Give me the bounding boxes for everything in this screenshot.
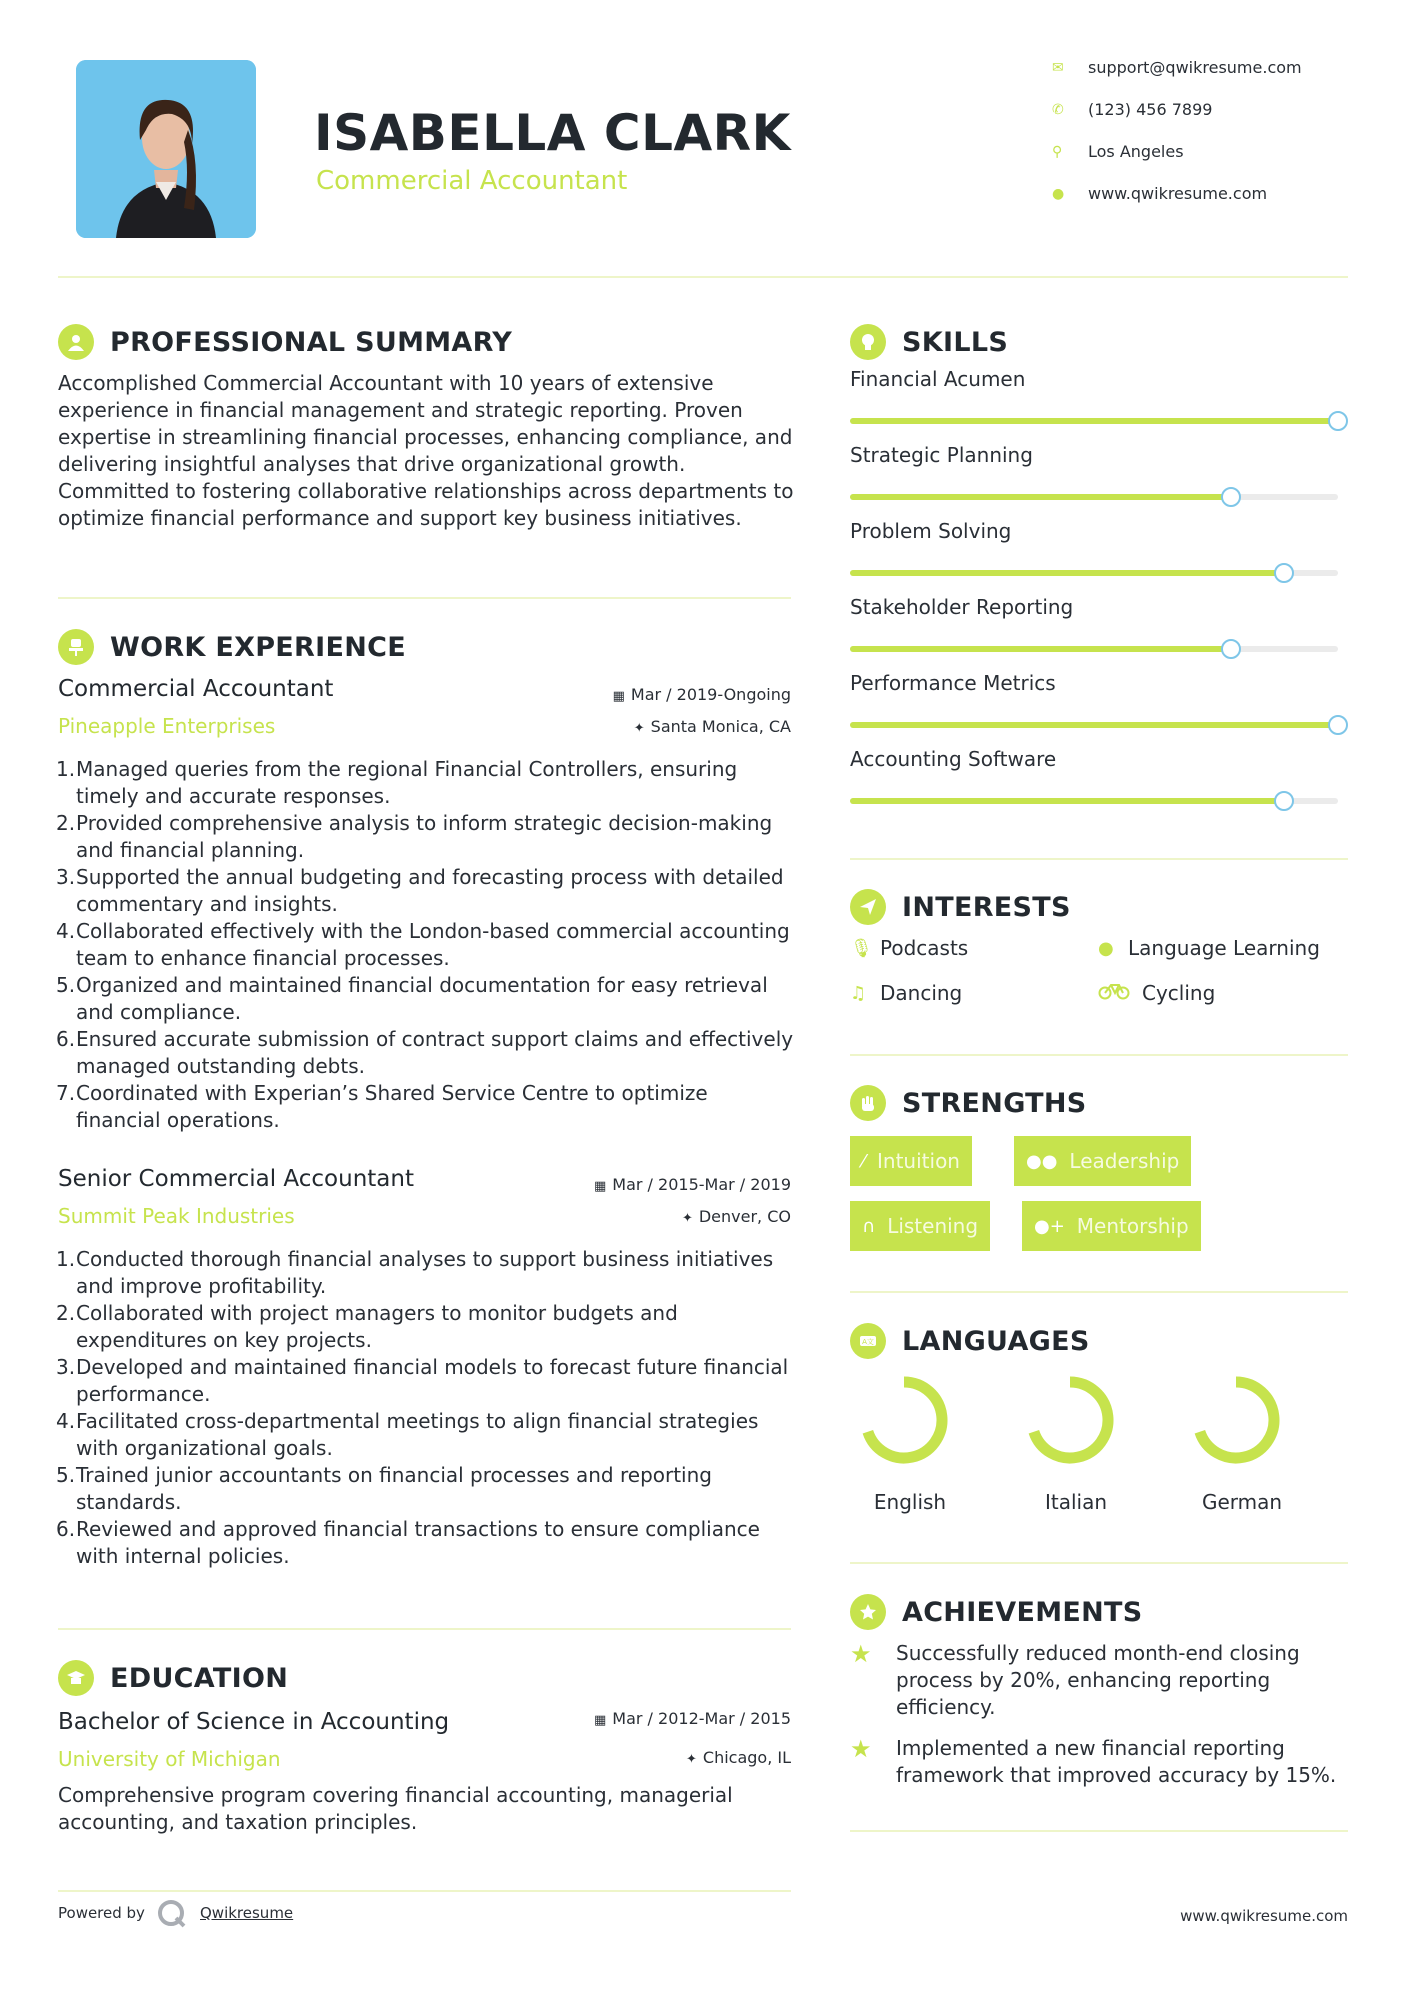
candidate-name: ISABELLA CLARK — [314, 104, 791, 162]
skill-bar — [850, 494, 1338, 500]
contact-location — [1052, 142, 1184, 161]
footer-divider — [58, 1890, 791, 1892]
skill-label: Strategic Planning — [850, 443, 1033, 467]
achievements-title: ACHIEVEMENTS — [902, 1596, 1143, 1628]
language-icon — [850, 1323, 886, 1359]
bullet-number: 4. — [56, 919, 76, 943]
interests-header — [850, 889, 1071, 925]
qwikresume-link[interactable]: Qwikresume — [200, 1904, 294, 1922]
bullet-text: Trained junior accountants on financial processes and reporting standards. — [76, 1463, 712, 1514]
language-label-german: German — [1201, 1490, 1283, 1514]
bullet-number: 6. — [56, 1027, 76, 1051]
pushpin-icon: ✦ — [681, 1211, 693, 1226]
paper-plane-icon — [850, 889, 886, 925]
skill-bar-fill — [850, 722, 1338, 728]
music-note-icon: ♫ — [850, 982, 867, 1004]
strengths-title: STRENGTHS — [902, 1087, 1087, 1119]
bullet-item — [58, 1462, 798, 1516]
bullet-number: 5. — [56, 973, 76, 997]
skill-bar-fill — [850, 570, 1284, 576]
bicycle-icon — [1098, 982, 1142, 1005]
job-2-date-text: Mar / 2015-Mar / 2019 — [612, 1175, 791, 1194]
globe-icon: ● — [1052, 185, 1065, 202]
calendar-icon: ▦ — [612, 689, 625, 704]
bullet-text: Organized and maintained financial documentation for easy retrieval and compliance. — [76, 973, 768, 1024]
microphone-icon: 🎙︎ — [850, 937, 873, 959]
job-1-date — [613, 685, 791, 704]
education-degree: Bachelor of Science in Accounting — [58, 1709, 450, 1735]
education-date — [594, 1709, 791, 1728]
bullet-item — [58, 1408, 798, 1462]
headphones-icon: ∩ — [862, 1215, 876, 1237]
pushpin-icon: ✦ — [685, 1752, 697, 1767]
languages-header — [850, 1323, 1090, 1359]
map-pin-icon: ⚲ — [1052, 143, 1063, 160]
phone-icon: ✆ — [1052, 101, 1064, 118]
job-2-bullets — [58, 1246, 798, 1570]
bullet-item — [58, 1246, 798, 1300]
job-1-location — [634, 717, 791, 736]
contact-email[interactable] — [1052, 58, 1302, 77]
interests-title: INTERESTS — [902, 891, 1071, 923]
bullet-item — [58, 918, 798, 972]
skill-label: Stakeholder Reporting — [850, 595, 1074, 619]
bullet-item — [58, 864, 798, 918]
bullet-item — [58, 756, 798, 810]
job-1-company: Pineapple Enterprises — [58, 714, 276, 738]
strengths-divider — [850, 1291, 1348, 1293]
interest-label: Cycling — [1142, 981, 1216, 1005]
strengths-header — [850, 1085, 1087, 1121]
person-portrait-icon — [76, 60, 256, 238]
bullet-text: Conducted thorough financial analyses to support business initiatives and improve profitability. — [76, 1247, 774, 1298]
graduate-icon — [58, 1660, 94, 1696]
language-label-english: English — [873, 1490, 947, 1514]
achievements-divider — [850, 1830, 1348, 1832]
bullet-number: 6. — [56, 1517, 76, 1541]
job-1-location-text: Santa Monica, CA — [650, 717, 791, 736]
bullet-text: Supported the annual budgeting and forecasting process with detailed commentary and insights. — [76, 865, 784, 916]
contact-phone-text: (123) 456 7899 — [1088, 100, 1213, 119]
language-rings — [850, 1370, 1348, 1480]
education-date-text: Mar / 2012-Mar / 2015 — [612, 1709, 791, 1728]
bullet-number: 1. — [56, 1247, 76, 1271]
job-1-bullets — [58, 756, 798, 1134]
bullet-text: Facilitated cross-departmental meetings to align financial strategies with organizational goals. — [76, 1409, 759, 1460]
skill-bar — [850, 646, 1338, 652]
language-ring-italian — [1032, 1382, 1108, 1458]
strength-listening — [850, 1201, 990, 1251]
bullet-number: 2. — [56, 811, 76, 835]
candidate-role: Commercial Accountant — [316, 166, 628, 196]
calendar-icon: ▦ — [593, 1713, 607, 1728]
skill-bar-knob — [1328, 715, 1348, 735]
achievement-2: Implemented a new financial reporting framework that improved accuracy by 15%. — [896, 1736, 1337, 1787]
education-location-text: Chicago, IL — [702, 1748, 791, 1767]
bullet-item — [58, 972, 798, 1026]
skill-bar — [850, 722, 1338, 728]
user-icon — [58, 324, 94, 360]
summary-title: PROFESSIONAL SUMMARY — [110, 326, 513, 358]
strength-label: Leadership — [1069, 1149, 1180, 1173]
hand-icon — [850, 1085, 886, 1121]
interest-cycling — [1098, 981, 1215, 1005]
education-location — [686, 1748, 791, 1767]
contact-website[interactable] — [1052, 184, 1267, 203]
pushpin-icon: ✦ — [633, 721, 645, 736]
footer-url[interactable]: www.qwikresume.com — [1180, 1907, 1348, 1925]
interest-language-learning — [1098, 936, 1320, 960]
language-ring-german — [1198, 1382, 1274, 1458]
header-divider — [58, 276, 1348, 278]
experience-divider — [58, 1628, 791, 1630]
lightbulb-icon — [850, 324, 886, 360]
interests-divider — [850, 1054, 1348, 1056]
skill-bar-knob — [1221, 639, 1241, 659]
trophy-icon — [850, 1594, 886, 1630]
bullet-number: 5. — [56, 1463, 76, 1487]
contact-website-text: www.qwikresume.com — [1088, 184, 1268, 203]
education-header — [58, 1660, 288, 1696]
magic-wand-icon: ⁄ — [862, 1150, 866, 1172]
bullet-item — [58, 1080, 798, 1134]
education-title: EDUCATION — [110, 1662, 289, 1694]
globe-icon: ● — [1098, 937, 1114, 959]
job-1-title: Commercial Accountant — [58, 676, 334, 702]
job-2-location — [682, 1207, 791, 1226]
bullet-text: Coordinated with Experian’s Shared Service Centre to optimize financial operations. — [76, 1081, 708, 1132]
strength-intuition — [850, 1136, 972, 1186]
bullet-number: 2. — [56, 1301, 76, 1325]
skill-label: Accounting Software — [850, 747, 1057, 771]
skill-bar-knob — [1274, 563, 1294, 583]
language-ring-english — [866, 1382, 942, 1458]
achievements-header — [850, 1594, 1143, 1630]
skill-bar-knob — [1221, 487, 1241, 507]
profile-photo — [76, 60, 256, 238]
bullet-item — [58, 810, 798, 864]
bullet-item — [58, 1516, 798, 1570]
bullet-text: Provided comprehensive analysis to inform strategic decision-making and financial planning. — [76, 811, 773, 862]
skill-bar-fill — [850, 494, 1231, 500]
skills-header — [850, 324, 1008, 360]
bullet-text: Collaborated effectively with the London-based commercial accounting team to enhance financial processes. — [76, 919, 790, 970]
strength-leadership — [1014, 1136, 1191, 1186]
experience-header — [58, 629, 406, 665]
summary-divider — [58, 597, 791, 599]
bullet-text: Developed and maintained financial models to forecast future financial performance. — [76, 1355, 789, 1406]
summary-text: Accomplished Commercial Accountant with 10 years of extensive experience in financial management and strategic reporting. Proven expertise in streamlining financial processes, enhancing compliance, and delivering insightful analyses that drive organizational growth. Committed to fostering collaborative relationships across departments to optimize financial performance and support key business initiatives. — [58, 371, 794, 530]
svg-text:A文: A文 — [862, 1338, 874, 1346]
education-description: Comprehensive program covering financial accounting, managerial accounting, and taxation principles. — [58, 1783, 733, 1834]
bullet-item — [58, 1354, 798, 1408]
skills-title: SKILLS — [902, 326, 1009, 358]
bullet-number: 7. — [56, 1081, 76, 1105]
skill-bar-fill — [850, 418, 1338, 424]
powered-by-label: Powered by — [58, 1904, 145, 1922]
skills-divider — [850, 858, 1348, 860]
skill-bar-fill — [850, 798, 1284, 804]
language-label-italian: Italian — [1044, 1490, 1108, 1514]
skill-label: Problem Solving — [850, 519, 1012, 543]
skill-bar — [850, 798, 1338, 804]
contact-phone[interactable] — [1052, 100, 1212, 119]
contact-location-text: Los Angeles — [1088, 142, 1184, 161]
strength-label: Mentorship — [1076, 1214, 1189, 1238]
education-school: University of Michigan — [58, 1747, 281, 1771]
user-plus-icon: ●+ — [1034, 1215, 1065, 1237]
job-2-date — [594, 1175, 791, 1194]
star-icon: ★ — [850, 1735, 872, 1763]
bullet-text: Reviewed and approved financial transactions to ensure compliance with internal policies. — [76, 1517, 760, 1568]
strength-label: Intuition — [877, 1149, 960, 1173]
summary-header — [58, 324, 512, 360]
skill-bar-knob — [1328, 411, 1348, 431]
contact-email-text: support@qwikresume.com — [1088, 58, 1302, 77]
skill-label: Performance Metrics — [850, 671, 1056, 695]
interest-label: Dancing — [880, 981, 963, 1005]
skill-bar-fill — [850, 646, 1231, 652]
interest-dancing — [850, 981, 962, 1005]
calendar-icon: ▦ — [593, 1179, 607, 1194]
bullet-number: 3. — [56, 865, 76, 889]
experience-title: WORK EXPERIENCE — [110, 631, 406, 663]
languages-divider — [850, 1562, 1348, 1564]
users-icon: ●● — [1026, 1150, 1058, 1172]
job-2-title: Senior Commercial Accountant — [58, 1166, 414, 1192]
bullet-text: Collaborated with project managers to monitor budgets and expenditures on key projects. — [76, 1301, 678, 1352]
job-1-date-text: Mar / 2019-Ongoing — [630, 685, 791, 704]
job-2-company: Summit Peak Industries — [58, 1204, 295, 1228]
bullet-number: 4. — [56, 1409, 76, 1433]
star-icon: ★ — [850, 1640, 872, 1668]
bullet-number: 3. — [56, 1355, 76, 1379]
bullet-text: Managed queries from the regional Financial Controllers, ensuring timely and accurate responses. — [76, 757, 738, 808]
qwikresume-logo-icon — [156, 1898, 188, 1930]
achievement-1: Successfully reduced month-end closing process by 20%, enhancing reporting efficiency. — [896, 1641, 1300, 1719]
bullet-text: Ensured accurate submission of contract support claims and effectively managed outstanding debts. — [76, 1027, 794, 1078]
skill-bar — [850, 418, 1338, 424]
strength-label: Listening — [887, 1214, 979, 1238]
job-2-location-text: Denver, CO — [698, 1207, 791, 1226]
skill-label: Financial Acumen — [850, 367, 1026, 391]
office-chair-icon — [58, 629, 94, 665]
bullet-number: 1. — [56, 757, 76, 781]
bullet-item — [58, 1026, 798, 1080]
interest-podcasts — [850, 936, 968, 960]
interest-label: Podcasts — [880, 936, 969, 960]
envelope-icon: ✉ — [1052, 59, 1064, 76]
strength-mentorship — [1022, 1201, 1201, 1251]
languages-title: LANGUAGES — [902, 1325, 1090, 1357]
skill-bar-knob — [1274, 791, 1294, 811]
skill-bar — [850, 570, 1338, 576]
interest-label: Language Learning — [1128, 936, 1320, 960]
bullet-item — [58, 1300, 798, 1354]
